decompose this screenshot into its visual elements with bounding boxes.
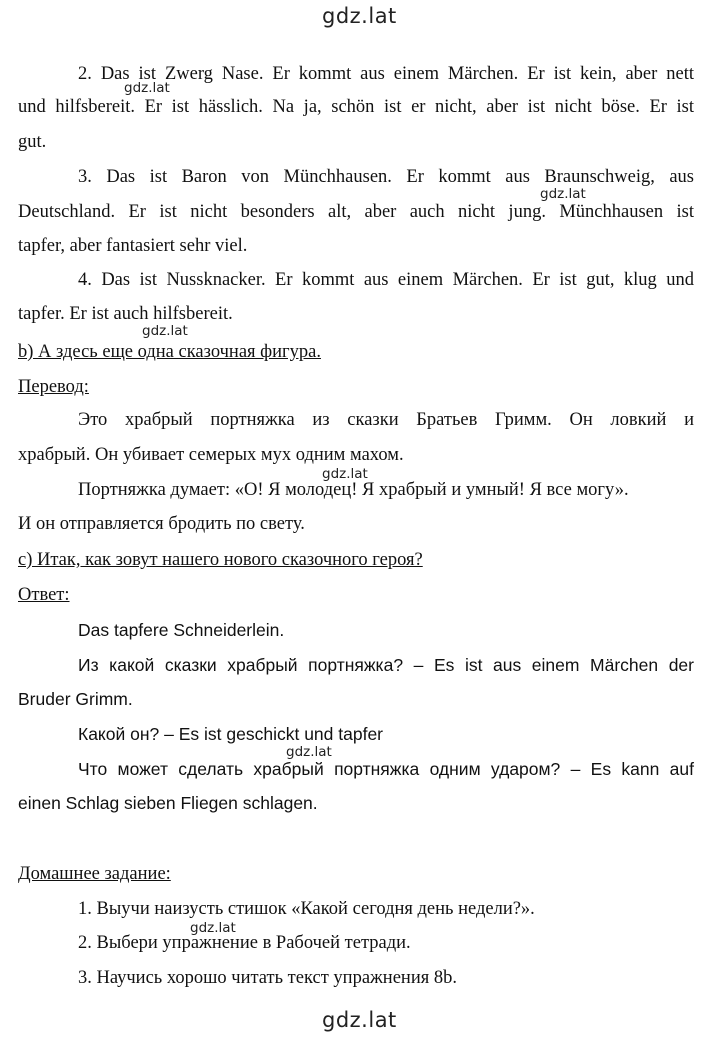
german-paragraph-3-line-1: 3. Das ist Baron von Münchhausen. Er kommt aus Braunschweig, aus xyxy=(78,167,694,187)
answer-question-2: Какой он? – Es ist geschickt und tapfer xyxy=(78,724,384,744)
watermark-inline: gdz.lat xyxy=(286,744,332,760)
section-b-heading: b) А здесь еще одна сказочная фигура. xyxy=(18,342,321,362)
answer-question-1-line-1: Из какой сказки храбрый портняжка? – Es ist aus einem Märchen der xyxy=(78,655,694,675)
german-paragraph-2-line-3: gut. xyxy=(18,132,47,152)
answer-question-3-line-1: Что может сделать храбрый портняжка одним ударом? – Es kann auf xyxy=(78,759,694,779)
watermark-inline: gdz.lat xyxy=(142,323,188,339)
german-paragraph-4-line-2: tapfer. Er ist auch hilfsbereit. xyxy=(18,304,233,324)
german-paragraph-3-line-2: Deutschland. Er ist nicht besonders alt, aber auch nicht jung. Münchhausen ist xyxy=(18,202,694,222)
watermark-inline: gdz.lat xyxy=(190,920,236,936)
translation-paragraph-1-line-1: Это храбрый портняжка из сказки Братьев Гримм. Он ловкий и xyxy=(78,410,694,430)
section-c-heading: c) Итак, как зовут нашего нового сказочного героя? xyxy=(18,550,423,570)
answer-title: Das tapfere Schneiderlein. xyxy=(78,620,285,640)
answer-question-3-line-2: einen Schlag sieben Fliegen schlagen. xyxy=(18,793,318,813)
homework-label: Домашнее задание: xyxy=(18,864,171,884)
german-paragraph-4-line-1: 4. Das ist Nussknacker. Er kommt aus einem Märchen. Er ist gut, klug und xyxy=(78,270,694,290)
german-paragraph-2-line-2: und hilfsbereit. Er ist hässlich. Na ja, schön ist er nicht, aber ist nicht böse. Er ist xyxy=(18,97,694,117)
answer-label: Ответ: xyxy=(18,585,70,605)
watermark-bottom: gdz.lat xyxy=(322,1008,397,1032)
homework-item-3: 3. Научись хорошо читать текст упражнения 8b. xyxy=(78,968,457,988)
translation-paragraph-2-line-2: И он отправляется бродить по свету. xyxy=(18,514,305,534)
german-paragraph-3-line-3: tapfer, aber fantasiert sehr viel. xyxy=(18,236,248,256)
watermark-inline: gdz.lat xyxy=(322,466,368,482)
watermark-top: gdz.lat xyxy=(322,4,397,28)
watermark-inline: gdz.lat xyxy=(124,80,170,96)
answer-question-1-line-2: Bruder Grimm. xyxy=(18,689,133,709)
german-paragraph-2-line-1: 2. Das ist Zwerg Nase. Er kommt aus einem Märchen. Er ist kein, aber nett xyxy=(78,64,694,84)
translation-paragraph-1-line-2: храбрый. Он убивает семерых мух одним махом. xyxy=(18,445,404,465)
homework-item-2: 2. Выбери упражнение в Рабочей тетради. xyxy=(78,933,411,953)
translation-paragraph-2-line-1: Портняжка думает: «О! Я молодец! Я храбрый и умный! Я все могу». xyxy=(78,480,629,500)
homework-item-1: 1. Выучи наизусть стишок «Какой сегодня день недели?». xyxy=(78,899,535,919)
translation-label: Перевод: xyxy=(18,377,89,397)
watermark-inline: gdz.lat xyxy=(540,186,586,202)
